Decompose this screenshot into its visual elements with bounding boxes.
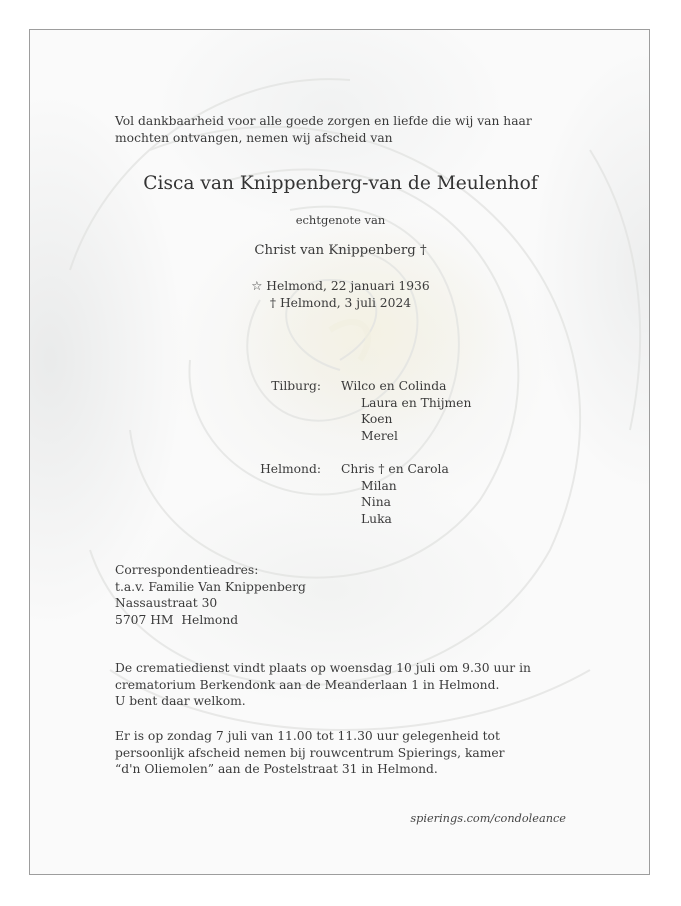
intro-text: [115, 113, 532, 146]
family-city: Helmond:: [260, 462, 321, 476]
deceased-name: Cisca van Knippenberg-van de Meulenhof: [143, 173, 538, 194]
correspondence-address: [115, 562, 306, 628]
birth-date: ☆ Helmond, 22 januari 1936: [251, 279, 430, 293]
death-date: † Helmond, 3 juli 2024: [269, 296, 412, 310]
visitation-info: [115, 728, 505, 778]
family-member: Koen: [361, 412, 393, 427]
cremation-line: De crematiedienst vindt plaats op woensdag 10 juli om 9.30 uur in: [115, 661, 531, 675]
card-frame: [29, 29, 650, 875]
family-member: Wilco en Colinda: [341, 379, 447, 393]
family-member: Nina: [361, 495, 391, 510]
family-member: Milan: [361, 478, 397, 493]
visitation-line: “d'n Oliemolen” aan de Postelstraat 31 in Helmond.: [115, 762, 438, 777]
spouse-name: Christ van Knippenberg †: [254, 243, 427, 258]
family-member: Luka: [361, 511, 392, 526]
correspondence-heading: Correspondentieadres:: [115, 563, 259, 577]
visitation-line: persoonlijk afscheid nemen bij rouwcentrum Spierings, kamer: [115, 745, 505, 760]
cremation-line: crematorium Berkendonk aan de Meanderlaan 1 in Helmond.: [115, 677, 500, 692]
intro-line: mochten ontvangen, nemen wij afscheid van: [115, 130, 393, 145]
condolence-website: spierings.com/condoleance: [410, 812, 566, 825]
address-line: 5707 HM Helmond: [115, 612, 239, 627]
family-city: Tilburg:: [271, 379, 321, 393]
cremation-info: [115, 660, 531, 710]
visitation-line: Er is op zondag 7 juli van 11.00 tot 11.30 uur gelegenheid tot: [115, 729, 500, 743]
spouse-label: echtgenote van: [295, 213, 386, 227]
intro-line: Vol dankbaarheid voor alle goede zorgen en liefde die wij van haar: [115, 114, 532, 128]
family-member: Merel: [361, 428, 398, 443]
family-member: Chris † en Carola: [341, 462, 449, 476]
address-line: t.a.v. Familie Van Knippenberg: [115, 579, 306, 594]
family-member: Laura en Thijmen: [361, 395, 472, 410]
address-line: Nassaustraat 30: [115, 596, 218, 611]
cremation-line: U bent daar welkom.: [115, 694, 246, 709]
